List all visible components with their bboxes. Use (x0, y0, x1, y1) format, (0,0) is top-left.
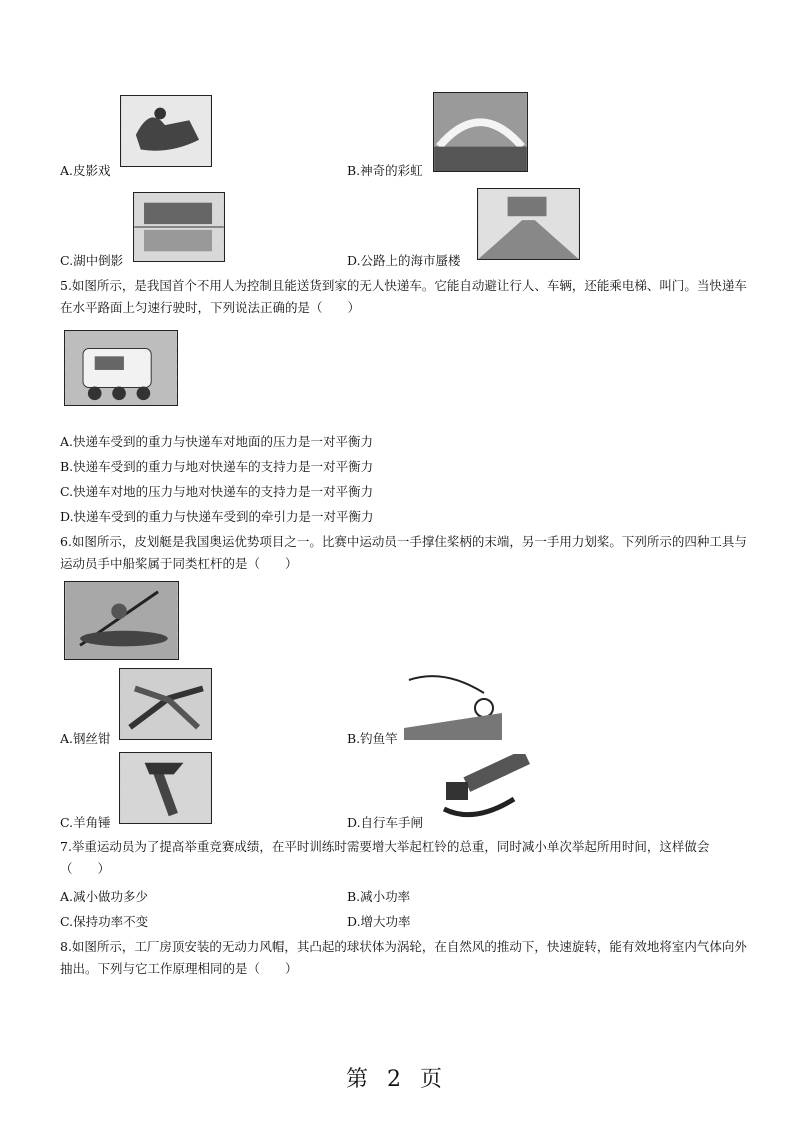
q6-option-b: B.钓鱼竿 (347, 731, 398, 746)
q5-stem: 5.如图所示，是我国首个不用人为控制且能送货到家的无人快递车。它能自动避让行人、车辆，还能乘电梯、叫门。当快递车在水平路面上匀速行驶时，下列说法正确的是（ ） (60, 278, 747, 315)
q5-option-c: C.快递车对地的压力与地对快递车的支持力是一对平衡力 (60, 484, 374, 499)
delivery-robot-image (64, 330, 178, 406)
wire-pliers-image (119, 668, 212, 740)
claw-hammer-image (119, 752, 212, 824)
q7-option-d: D.增大功率 (347, 914, 411, 929)
q7-option-a: A.减小做功多少 (60, 889, 149, 904)
q6-option-a: A.钢丝钳 (60, 731, 111, 746)
q5-option-d: D.快递车受到的重力与快递车受到的牵引力是一对平衡力 (60, 509, 374, 524)
shadow-puppet-image (120, 95, 212, 167)
q4-option-b: B.神奇的彩虹 (347, 163, 423, 178)
lake-reflection-image (133, 192, 225, 262)
q4-option-a: A.皮影戏 (60, 163, 111, 178)
q7-option-b: B.减小功率 (347, 889, 411, 904)
page-number: 第 2 页 (346, 1067, 448, 1092)
q6-option-c: C.羊角锤 (60, 815, 111, 830)
q4-option-c: C.湖中倒影 (60, 253, 124, 268)
q6-stem: 6.如图所示，皮划艇是我国奥运优势项目之一。比赛中运动员一手撑住桨柄的末端，另一手用力划桨。下列所示的四种工具与运动员手中船桨属于同类杠杆的是（ ） (60, 534, 747, 571)
q5-option-b: B.快递车受到的重力与地对快递车的支持力是一对平衡力 (60, 459, 374, 474)
q5-option-a: A.快递车受到的重力与快递车对地面的压力是一对平衡力 (60, 434, 374, 449)
rainbow-image (433, 92, 528, 172)
q7-option-c: C.保持功率不变 (60, 914, 149, 929)
road-mirage-image (477, 188, 580, 260)
q7-stem: 7.举重运动员为了提高举重竞赛成绩，在平时训练时需要增大举起杠铃的总重，同时减小单次举起所用时间，这样做会（ ） (60, 839, 710, 876)
fishing-rod-image (404, 668, 502, 740)
q8-stem: 8.如图所示，工厂房顶安装的无动力风帽，其凸起的球状体为涡轮，在自然风的推动下，快速旋转，能有效地将室内气体向外抽出。下列与它工作原理相同的是（ ） (60, 939, 747, 976)
bike-brake-image (434, 754, 532, 826)
q6-option-d: D.自行车手闸 (347, 815, 424, 830)
canoe-image (64, 581, 179, 660)
q4-option-d: D.公路上的海市蜃楼 (347, 253, 461, 268)
